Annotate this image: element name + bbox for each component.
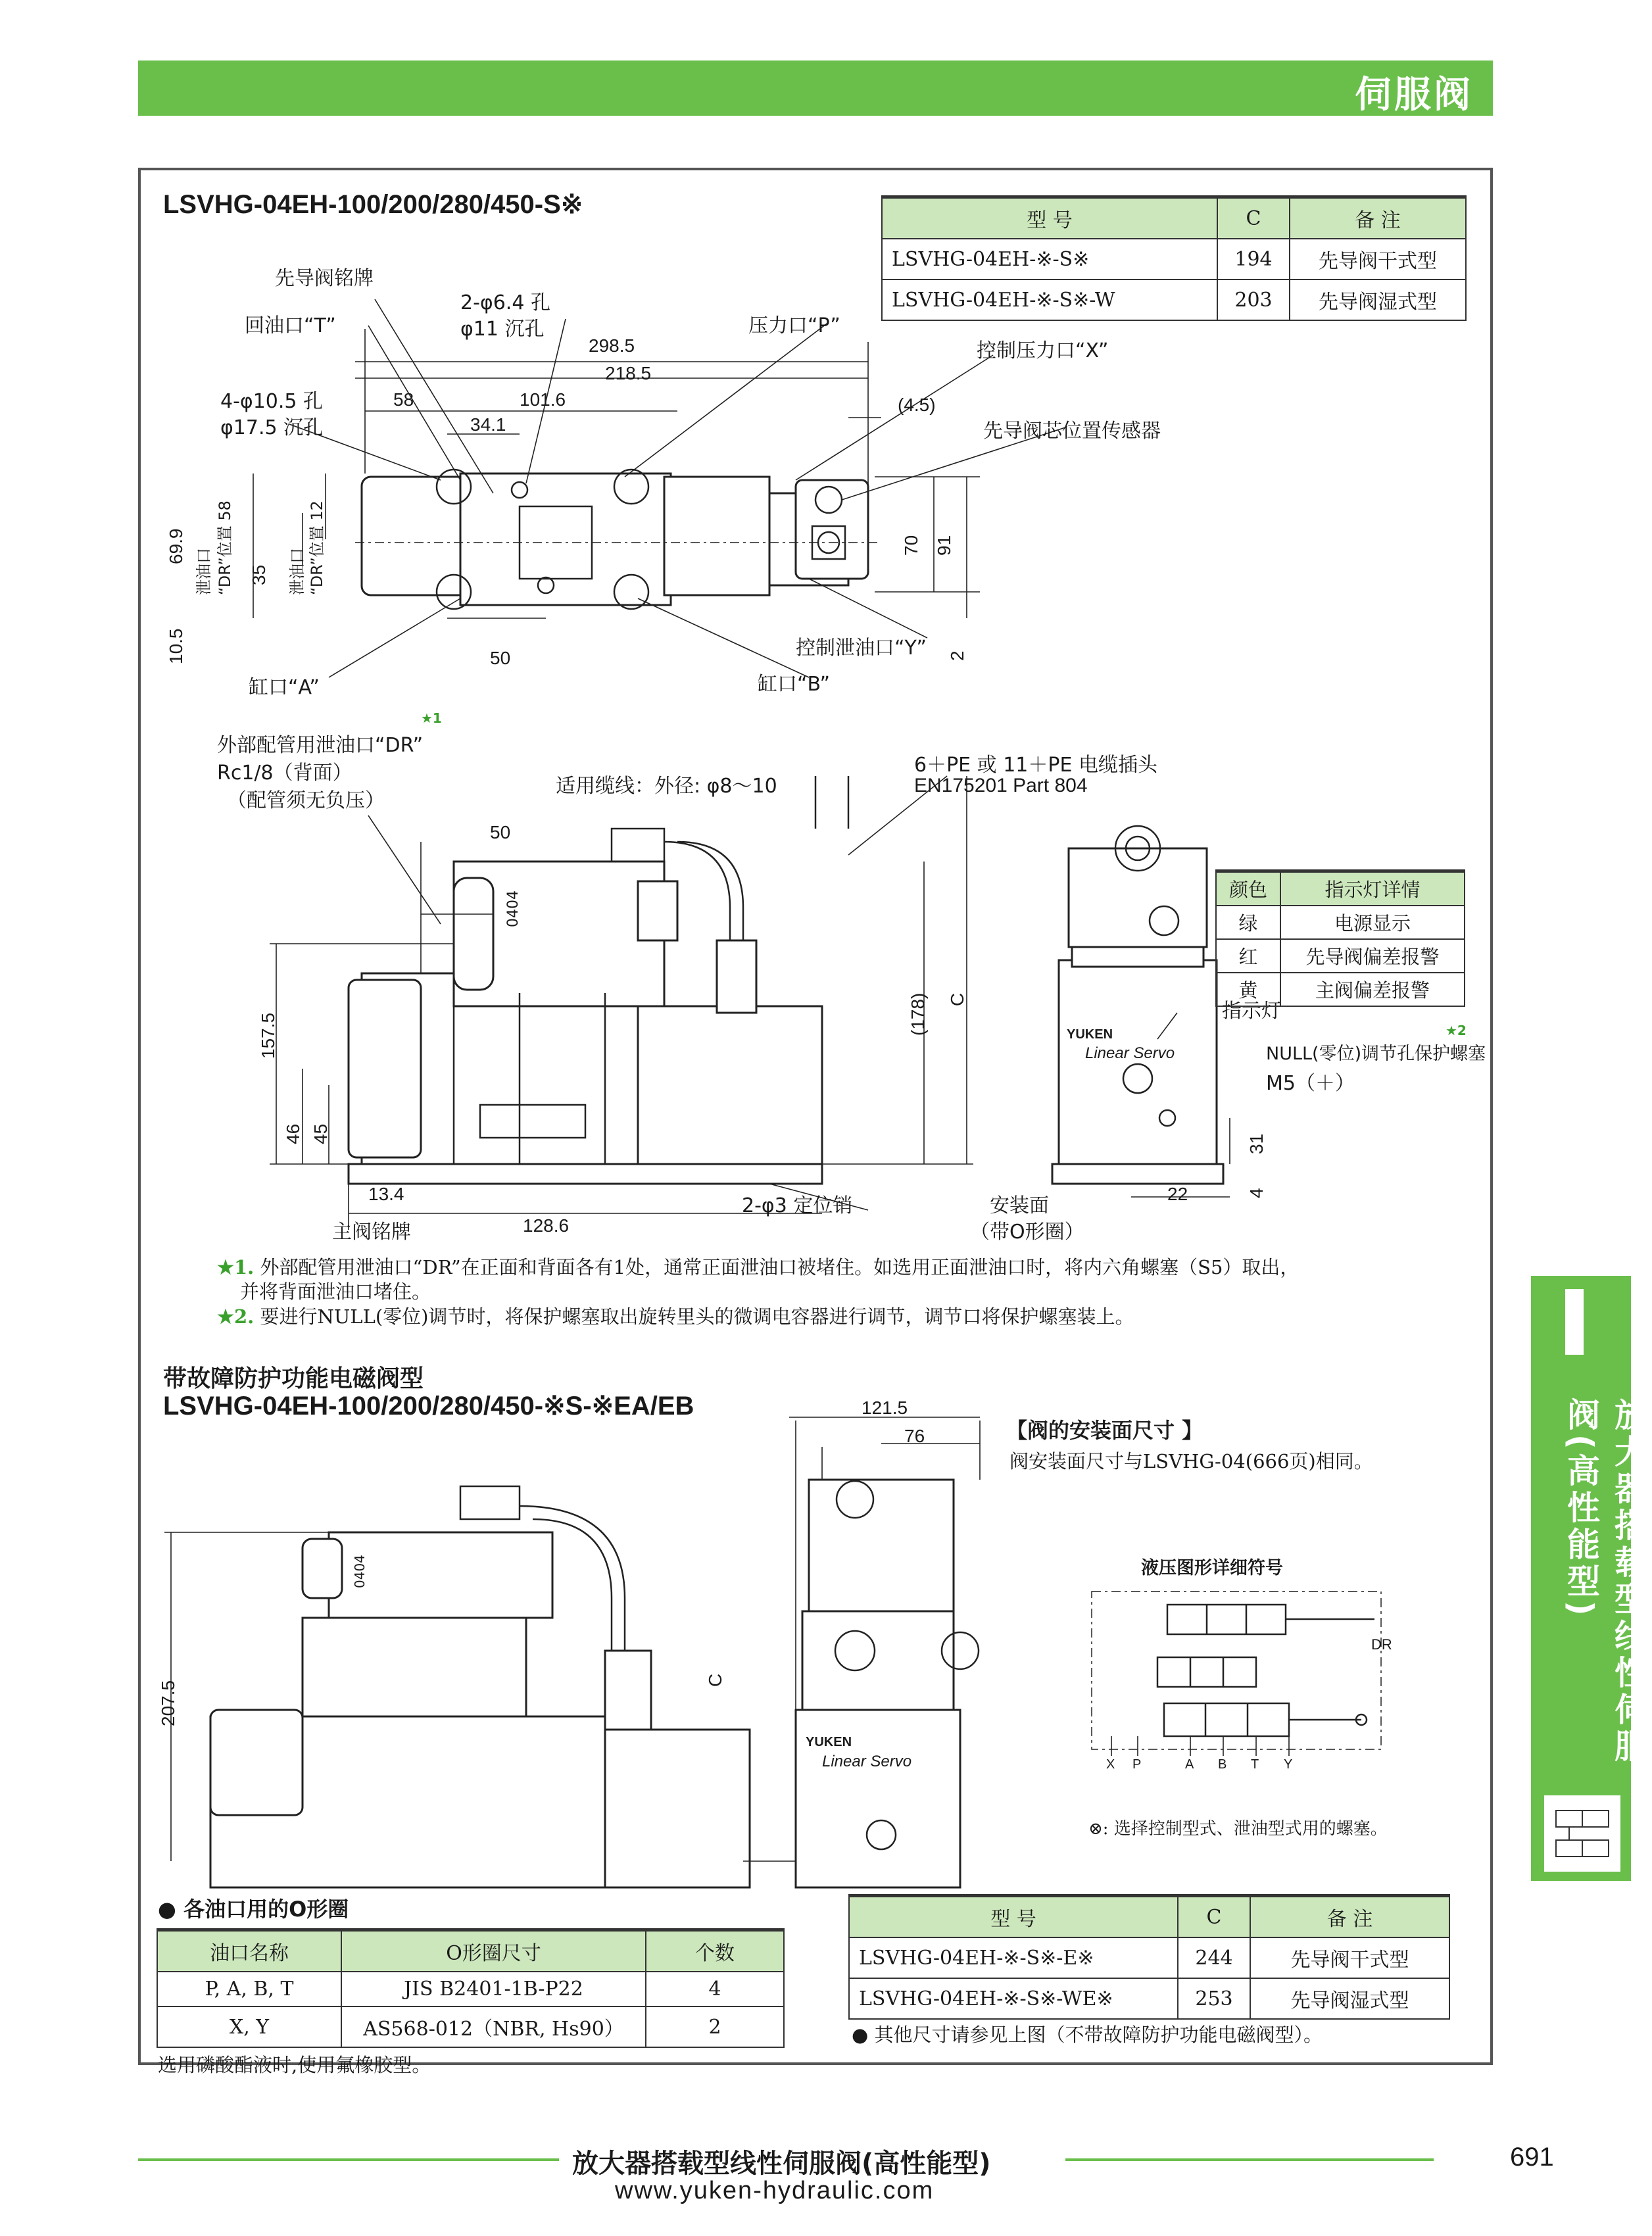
table-row: 黄 主阀偏差报警 (1216, 973, 1465, 1006)
label-m5: M5（＋） (1266, 1072, 1355, 1095)
dim-2: 2 (947, 650, 967, 661)
dim-101-6: 101.6 (520, 389, 566, 410)
label-oring: （带O形圈） (970, 1221, 1084, 1244)
coil-code: 0404 (505, 890, 522, 927)
table-row: 绿 电源显示 (1216, 906, 1465, 939)
dim-178: (178) (908, 992, 928, 1036)
dim-128-6: 128.6 (523, 1215, 570, 1236)
dim-157-5: 157.5 (258, 1012, 278, 1059)
side-tab-title: 放大器搭载型线性伺服阀(高性能型) (1562, 1398, 1647, 1766)
dim-13-4: 13.4 (368, 1184, 404, 1204)
table-row: LSVHG-04EH-※-S※ 194 先导阀干式型 (882, 239, 1466, 280)
table-row: P, A, B, T JIS B2401-1B-P22 4 (157, 1972, 784, 2006)
label-cable-plug-2: EN175201 Part 804 (914, 775, 1088, 796)
label-port-a: 缸口“A” (249, 676, 320, 699)
label-pins: 2-φ3 定位销 (742, 1194, 853, 1217)
label-port-b: 缸口“B” (758, 673, 831, 696)
dim-218-5: 218.5 (605, 363, 652, 383)
footer-line-right (1065, 2158, 1434, 2161)
label-pressure-port: 压力口“P” (748, 314, 840, 337)
label-mount-face: 安装面 (990, 1194, 1049, 1217)
dim-35: 35 (249, 564, 269, 585)
label-return-port: 回油口“T” (245, 314, 336, 337)
dim-22: 22 (1167, 1184, 1188, 1204)
oring-table: 油口名称 O形圈尺寸 个数 P, A, B, T JIS B2401-1B-P22 4 X, Y AS568-012（NBR, Hs90） 2 (157, 1928, 785, 2048)
note-1: ★1. 外部配管用泄油口“DR”在正面和背面各有1处，通常正面泄油口被堵住。如选用正面泄油口时，将内六角螺塞（S5）取出， (217, 1256, 1300, 1278)
label-cable-plug-1: 6＋PE 或 11＋PE 电缆插头 (914, 754, 1157, 777)
dim-121-5: 121.5 (862, 1398, 908, 1418)
header-bar (138, 61, 1493, 116)
front-view-drawing (151, 776, 1203, 1250)
star1-mark: ★1 (421, 710, 442, 726)
s2-coil-code: 0404 (352, 1555, 368, 1588)
dim-10-5: 10.5 (166, 628, 186, 664)
label-null-cap: NULL(零位)调节孔保护螺塞 (1266, 1044, 1486, 1064)
label-drain-58-b: “DR”位置 58 (216, 500, 234, 595)
footer-line-left (138, 2158, 559, 2161)
col-model: 型 号 (882, 197, 1217, 239)
dim-76: 76 (904, 1426, 925, 1446)
table-row: X, Y AS568-012（NBR, Hs90） 2 (157, 2006, 784, 2047)
mount-title: 【阀的安装面尺寸 】 (1006, 1418, 1203, 1443)
dim-207-5: 207.5 (158, 1680, 178, 1726)
dim-f-c: C (947, 992, 967, 1006)
dim-34-1: 34.1 (470, 414, 506, 435)
mount-text: 阀安装面尺寸与LSVHG-04(666页)相同。 (1009, 1450, 1373, 1472)
label-pilot-nameplate: 先导阀铭牌 (275, 267, 374, 290)
dim-31: 31 (1246, 1133, 1267, 1154)
label-drain-58-a: 泄油口 (195, 548, 213, 595)
dim-50: 50 (490, 648, 511, 668)
plug-note: ⊗: 选择控制型式、泄油型式用的螺塞。 (1088, 1819, 1388, 1839)
dim-4: 4 (1246, 1188, 1267, 1198)
label-counterbore-17: φ17.5 沉孔 (220, 416, 324, 439)
label-pilot-spool-sensor: 先导阀芯位置传感器 (983, 420, 1161, 443)
symbol-thumbnail (1544, 1795, 1620, 1872)
label-no-backpressure: （配管须无负压） (227, 789, 385, 812)
failsafe-drawing (151, 1401, 1006, 1887)
side-tab (1531, 1276, 1647, 1881)
dim-91: 91 (934, 535, 954, 556)
table-row: LSVHG-04EH-※-S※-W 203 先导阀湿式型 (882, 280, 1466, 320)
label-cable-dia: 适用缆线：外径: φ8～10 (556, 775, 777, 798)
roman-numeral-block (1565, 1289, 1584, 1355)
col-c: C (1217, 197, 1290, 239)
label-drain-12-b: “DR”位置 12 (308, 500, 326, 595)
section2-title: 带故障防护功能电磁阀型 (163, 1365, 424, 1392)
page-number: 691 (1510, 2143, 1554, 2172)
lamp-table: 颜色 指示灯详情 绿 电源显示 红 先导阀偏差报警 黄 主阀偏差报警 (1215, 869, 1465, 1007)
label-counterbore-11: φ11 沉孔 (460, 318, 545, 341)
note-1-cont: 并将背面泄油口堵住。 (240, 1280, 431, 1303)
port-b: B (1218, 1757, 1227, 1772)
brand-yuken: YUKEN (1067, 1027, 1113, 1042)
section2-model: LSVHG-04EH-100/200/280/450-※S-※EA/EB (163, 1392, 694, 1421)
dim-4-5: (4.5) (898, 395, 936, 415)
label-control-drain-port: 控制泄油口“Y” (796, 637, 927, 660)
port-a: A (1185, 1757, 1194, 1772)
label-holes-2: 2-φ6.4 孔 (460, 291, 550, 314)
dim-298-5: 298.5 (589, 335, 635, 356)
footer-title: 放大器搭载型线性伺服阀(高性能型) (572, 2149, 991, 2179)
spec-table-2: 型 号 C 备 注 LSVHG-04EH-※-S※-E※ 244 先导阀干式型 LSVHG-04EH-※-S※-WE※ 253 先导阀湿式型 (848, 1894, 1450, 2020)
note-2: ★2. 要进行NULL(零位)调节时，将保护螺塞取出旋转里头的微调电容器进行调节，调节口将保护螺塞装上。 (217, 1305, 1134, 1328)
star2-mark: ★2 (1446, 1023, 1467, 1038)
label-rc18: Rc1/8（背面） (217, 762, 352, 785)
label-indicator: 指示灯 (1222, 1000, 1281, 1023)
dim-70: 70 (901, 535, 921, 556)
label-control-pressure-port: 控制压力口“X” (977, 339, 1109, 362)
dim-45: 45 (310, 1123, 331, 1144)
other-note: ● 其他尺寸请参见上图（不带故障防护功能电磁阀型）。 (852, 2024, 1323, 2046)
port-p: P (1132, 1757, 1142, 1772)
s2-brand-linear-servo: Linear Servo (822, 1753, 912, 1770)
model-title: LSVHG-04EH-100/200/280/450-S※ (163, 190, 583, 219)
symbol-dr: DR (1371, 1636, 1392, 1653)
s2-brand-yuken: YUKEN (806, 1735, 852, 1749)
dim-69-9: 69.9 (166, 528, 186, 564)
label-external-drain: 外部配管用泄油口“DR” (217, 734, 424, 757)
dim-f-50: 50 (490, 822, 511, 842)
table-row: 红 先导阀偏差报警 (1216, 939, 1465, 973)
port-y: Y (1284, 1757, 1293, 1772)
label-drain-12-a: 泄油口 (288, 548, 306, 595)
roman-numeral (1565, 1289, 1566, 1290)
port-t: T (1251, 1757, 1259, 1772)
dim-46: 46 (283, 1123, 303, 1144)
symbol-title: 液压图形详细符号 (1141, 1558, 1283, 1578)
oring-note: 选用磷酸酯液时,使用氟橡胶型。 (158, 2054, 431, 2076)
table-row: LSVHG-04EH-※-S※-E※ 244 先导阀干式型 (849, 1937, 1449, 1978)
symbol-thumbnail-icon (1546, 1797, 1618, 1870)
port-x: X (1106, 1757, 1115, 1772)
hydraulic-symbol (1085, 1585, 1388, 1769)
label-main-nameplate: 主阀铭牌 (332, 1221, 411, 1244)
dim-58: 58 (393, 389, 414, 410)
category-title: 伺服阀 (1355, 74, 1473, 116)
col-remark: 备 注 (1290, 197, 1466, 239)
brand-linear-servo: Linear Servo (1085, 1044, 1175, 1062)
oring-title: ● 各油口用的O形圈 (158, 1897, 349, 1922)
footer-url[interactable]: www.yuken-hydraulic.com (615, 2177, 935, 2204)
dim-s2-c: C (705, 1673, 725, 1687)
label-holes-4: 4-φ10.5 孔 (220, 390, 324, 413)
table-row: LSVHG-04EH-※-S※-WE※ 253 先导阀湿式型 (849, 1978, 1449, 2019)
